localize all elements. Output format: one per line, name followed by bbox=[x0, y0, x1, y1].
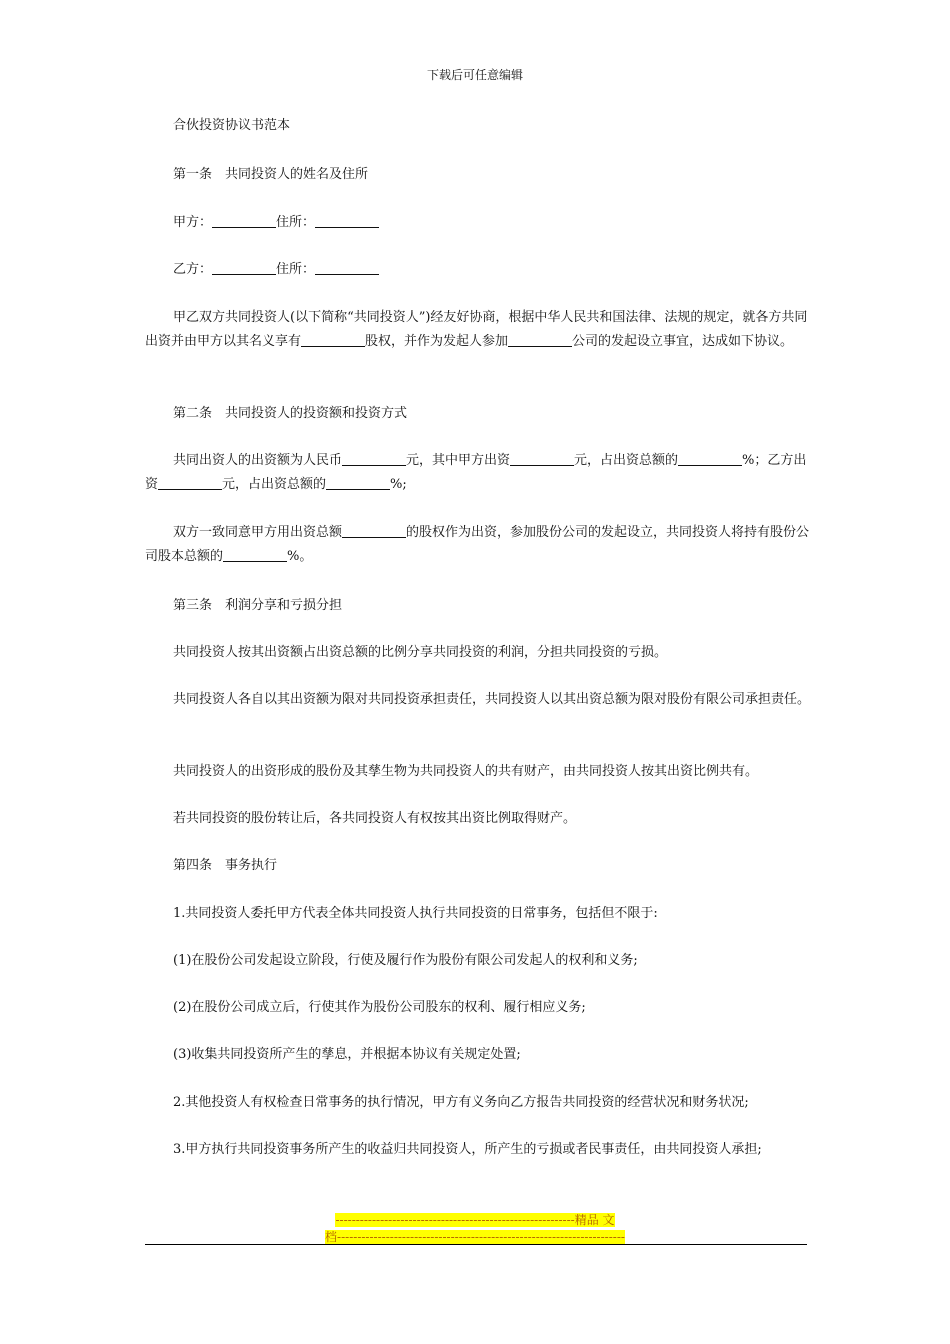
article-3-heading: 第三条 利润分享和亏损分担 bbox=[173, 598, 343, 613]
article-4-subitem-1: (1)在股份公司发起设立阶段，行使及履行作为股份有限公司发起人的权利和义务; bbox=[173, 953, 638, 968]
article-2-paragraph-2 bbox=[145, 521, 810, 569]
article-4-heading: 第四条 事务执行 bbox=[173, 858, 278, 873]
party-a-address-blank bbox=[315, 213, 379, 228]
footer-line-1 bbox=[0, 1211, 950, 1228]
text-span: %; bbox=[390, 477, 407, 492]
text-span: 共同出资人的出资额为人民币 bbox=[173, 453, 343, 468]
party-a-name-blank bbox=[212, 213, 276, 228]
article-2-paragraph-1 bbox=[145, 449, 810, 497]
text-span: 双方一致同意甲方用出资总额 bbox=[173, 525, 343, 540]
equity-blank bbox=[301, 332, 365, 347]
party-a-line bbox=[145, 211, 810, 235]
article-3-paragraph-1: 共同投资人按其出资额占出资总额的比例分享共同投资的利润，分担共同投资的亏损。 bbox=[173, 645, 668, 660]
page-header: 下载后可任意编辑 bbox=[426, 68, 523, 82]
party-b-amount-blank bbox=[158, 475, 222, 490]
party-b-percent-blank bbox=[326, 475, 390, 490]
text-span: 元，占出资总额的 bbox=[222, 477, 327, 492]
text-span: 股权，并作为发起人参加 bbox=[365, 334, 509, 349]
party-b-name-blank bbox=[212, 260, 276, 275]
party-a-amount-blank bbox=[510, 451, 574, 466]
equity-amount-blank bbox=[342, 523, 406, 538]
article-1-paragraph bbox=[145, 306, 810, 354]
party-a-address-label: 住所： bbox=[276, 215, 316, 230]
text-span: 甲乙双方共同投资人(以下简称“共同投资人”)经友好协商，根据中华人民共和国法律、法规的规定，就各方共同出资并由甲方以其名义享有 bbox=[145, 310, 808, 349]
article-2-heading: 第二条 共同投资人的投资额和投资方式 bbox=[173, 406, 408, 421]
party-b-address-blank bbox=[315, 260, 379, 275]
article-3-paragraph-2: 共同投资人各自以其出资额为限对共同投资承担责任，共同投资人以其出资总额为限对股份有限公司承担责任。 bbox=[173, 692, 811, 707]
text-span: 元，占出资总额的 bbox=[574, 453, 679, 468]
text-span: %；乙方出资 bbox=[145, 453, 807, 492]
total-amount-blank bbox=[342, 451, 406, 466]
footer-line-2 bbox=[0, 1228, 950, 1245]
text-span: 公司的发起设立事宜，达成如下协议。 bbox=[572, 334, 794, 349]
text-span: %。 bbox=[287, 549, 313, 564]
text-span: 元，其中甲方出资 bbox=[406, 453, 511, 468]
article-4-item-1: 1.共同投资人委托甲方代表全体共同投资人执行共同投资的日常事务，包括但不限于: bbox=[173, 906, 658, 921]
document-title: 合伙投资协议书范本 bbox=[173, 118, 291, 133]
article-1-heading: 第一条 共同投资人的姓名及住所 bbox=[173, 167, 369, 182]
party-a-label: 甲方： bbox=[173, 215, 213, 230]
article-4-item-2: 2.其他投资人有权检查日常事务的执行情况，甲方有义务向乙方报告共同投资的经营状况和财务状况; bbox=[173, 1095, 749, 1110]
text-span: 的股权作为出资，参加股份公司的发起设立，共同投资人将持有股份公司股本总额的 bbox=[145, 525, 810, 564]
party-b-label: 乙方： bbox=[173, 262, 213, 277]
company-name-blank bbox=[508, 332, 572, 347]
footer-highlight-1: -----------------------------------------------------------精品 文 bbox=[335, 1213, 615, 1227]
party-b-line bbox=[145, 258, 810, 282]
share-percent-blank bbox=[223, 547, 287, 562]
article-3-paragraph-3: 共同投资人的出资形成的股份及其孳生物为共同投资人的共有财产，由共同投资人按其出资比例共有。 bbox=[173, 764, 759, 779]
article-4-subitem-3: (3)收集共同投资所产生的孳息，并根据本协议有关规定处置; bbox=[173, 1047, 521, 1062]
article-4-subitem-2: (2)在股份公司成立后，行使其作为股份公司股东的权利、履行相应义务; bbox=[173, 1000, 586, 1015]
article-3-paragraph-4: 若共同投资的股份转让后，各共同投资人有权按其出资比例取得财产。 bbox=[173, 811, 577, 826]
party-a-percent-blank bbox=[678, 451, 742, 466]
footer-rule bbox=[145, 1244, 807, 1245]
article-4-item-3: 3.甲方执行共同投资事务所产生的收益归共同投资人，所产生的亏损或者民事责任，由共同投资人承担; bbox=[173, 1142, 762, 1157]
party-b-address-label: 住所： bbox=[276, 262, 316, 277]
footer-highlight-2: 档----------------------------------------------------------------------- bbox=[325, 1230, 625, 1244]
